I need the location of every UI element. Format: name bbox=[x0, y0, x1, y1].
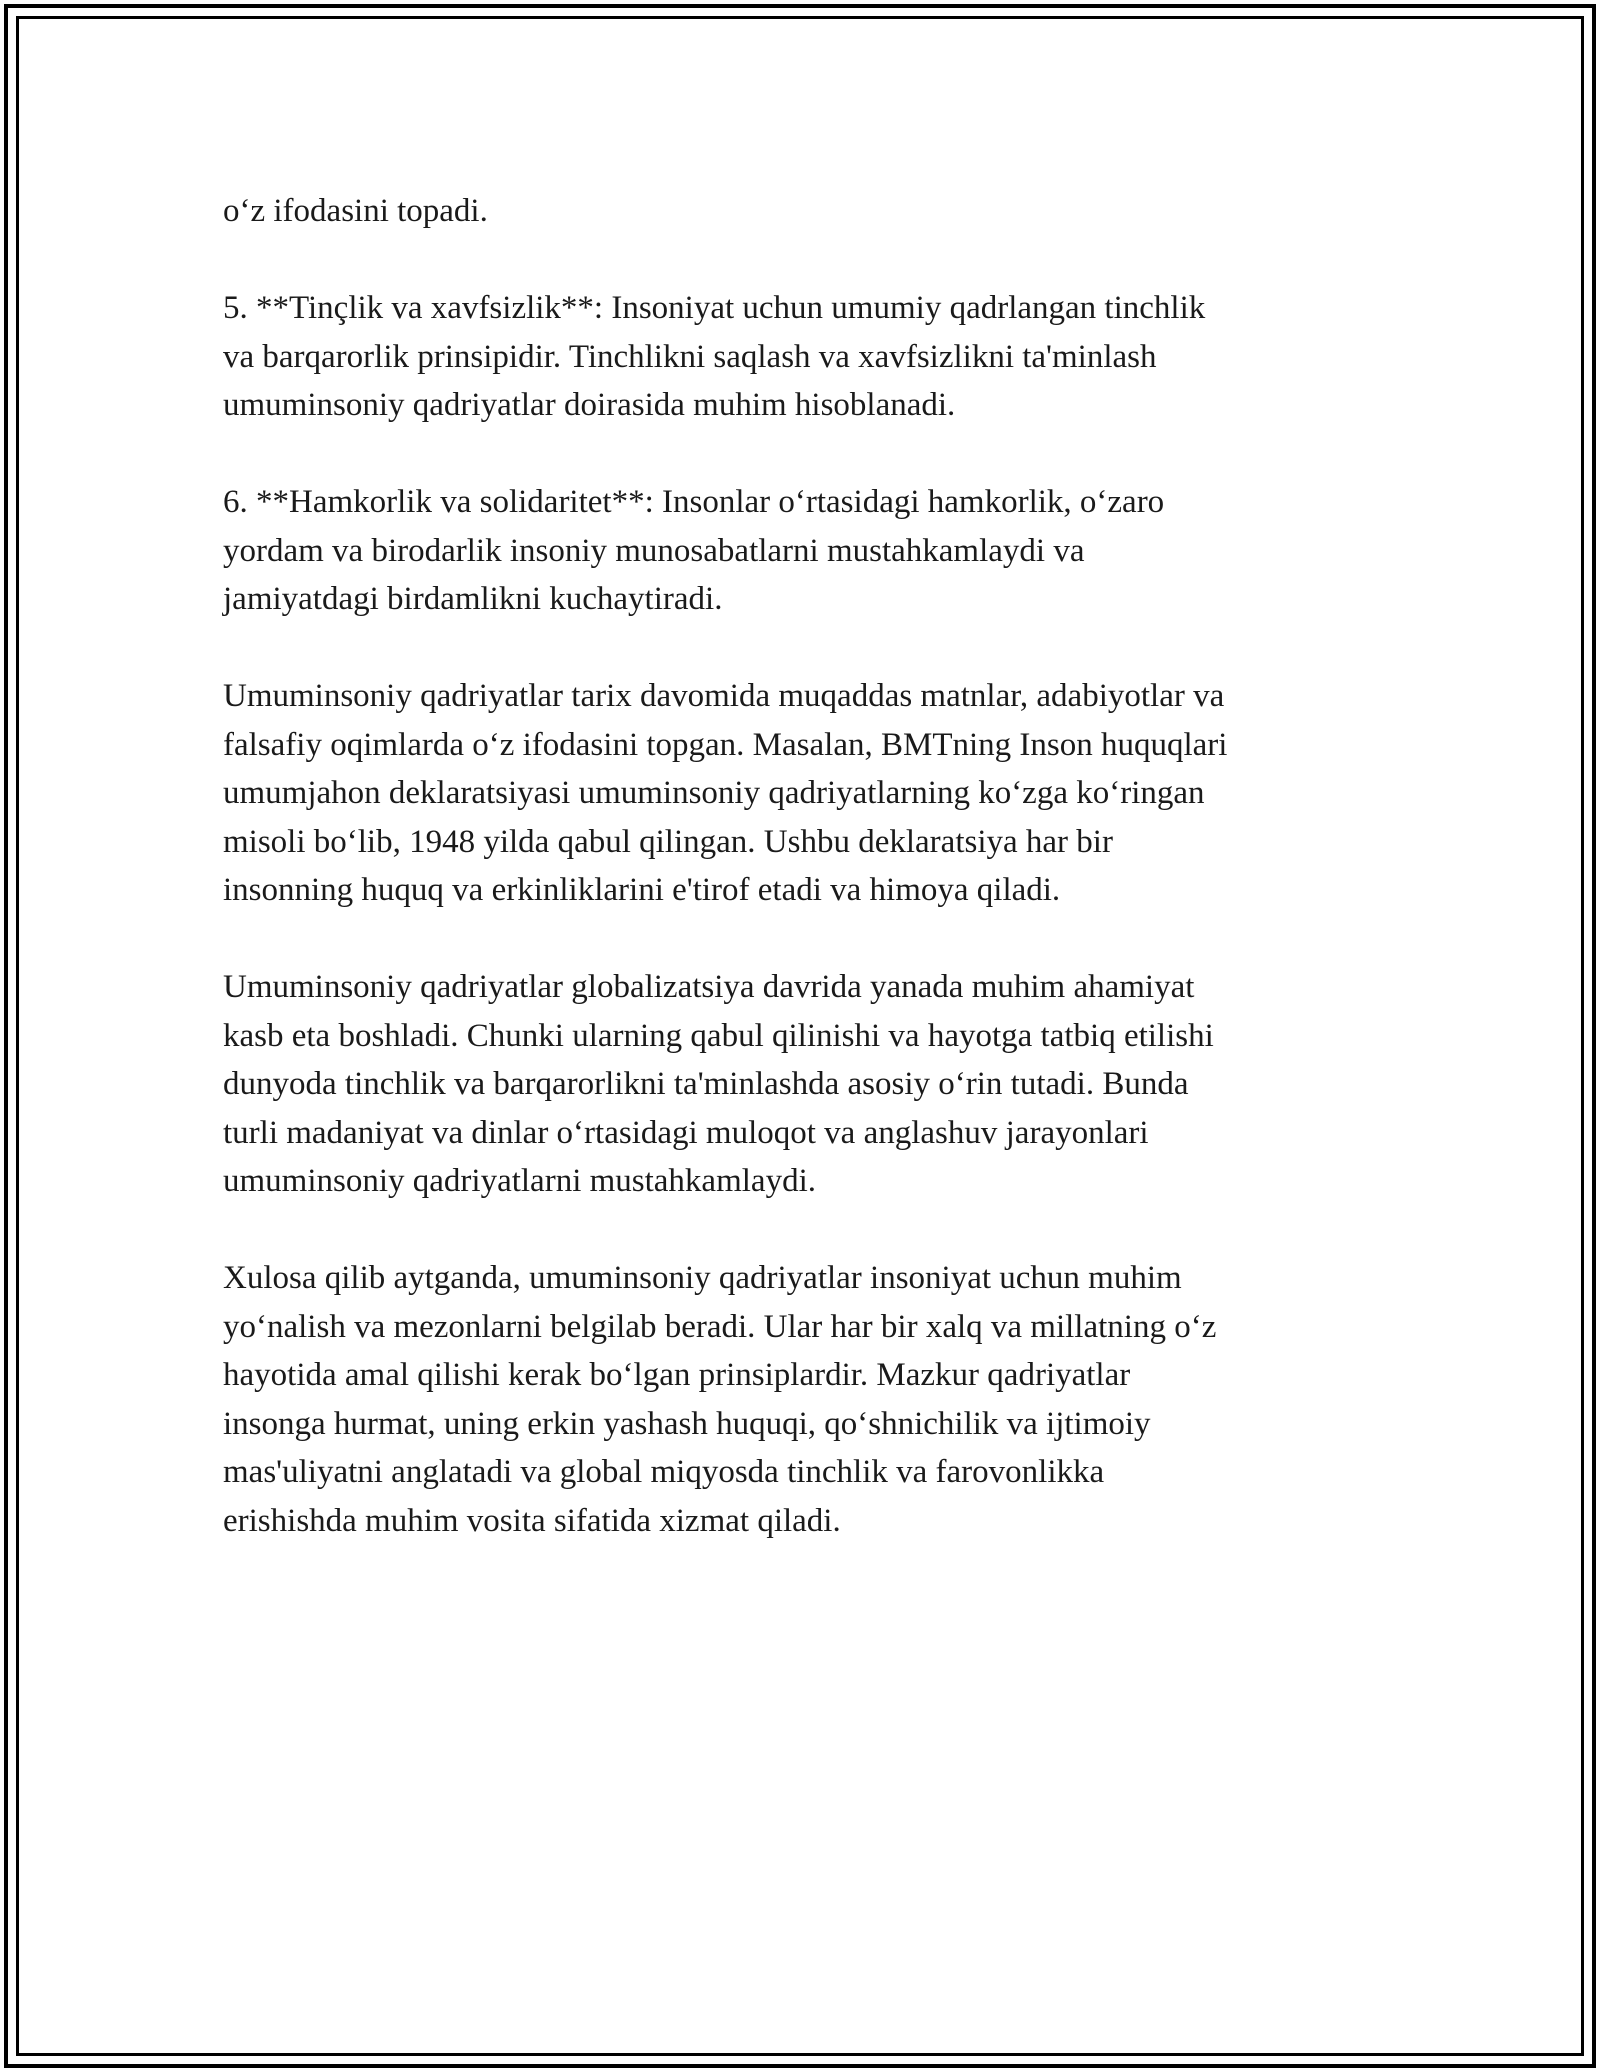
paragraph-globalization: Umuminsoniy qadriyatlar globalizatsiya davrida yanada muhim ahamiyat kasb eta boshladi. Chunki ularning qabul qilinishi va hayotga tatbiq etilishi dunyoda tinchlik va barqarorlikni ta'minlashda asosiy o‘rin tutadi. Bunda turli madaniyat va dinlar o‘rtasidagi muloqot va anglashuv jarayonlari umuminsoniy qadriyatlarni mustahkamlaydi. bbox=[223, 969, 1214, 1199]
paragraph-continuation: o‘z ifodasini topadi. bbox=[223, 193, 488, 229]
paragraph-historical-texts: Umuminsoniy qadriyatlar tarix davomida muqaddas matnlar, adabiyotlar va falsafiy oqimlarda o‘z ifodasini topgan. Masalan, BMTning Inson huquqlari umumjahon deklaratsiyasi umuminsoniy qadriyatlarning ko‘zga ko‘ringan misoli bo‘lib, 1948 yilda qabul qilingan. Ushbu deklaratsiya har bir insonning huquq va erkinliklarini e'tirof etadi va himoya qiladi. bbox=[223, 678, 1228, 908]
paragraph-cooperation-solidarity: 6. **Hamkorlik va solidaritet**: Insonlar o‘rtasidagi hamkorlik, o‘zaro yordam va birodarlik insoniy munosabatlarni mustahkamlaydi va jamiyatdagi birdamlikni kuchaytiradi. bbox=[223, 484, 1165, 617]
paragraph-conclusion: Xulosa qilib aytganda, umuminsoniy qadriyatlar insoniyat uchun muhim yo‘nalish va mezonlarni belgilab beradi. Ular har bir xalq va millatning o‘z hayotida amal qilishi kerak bo‘lgan prinsiplardir. Mazkur qadriyatlar insonga hurmat, uning erkin yashash huquqi, qo‘shnichilik va ijtimoiy mas'uliyatni anglatadi va global miqyosda tinchlik va farovonlikka erishishda muhim vosita sifatida xizmat qiladi. bbox=[223, 1260, 1217, 1539]
paragraph-peace-security: 5. **Tinçlik va xavfsizlik**: Insoniyat uchun umumiy qadrlangan tinchlik va barqarorlik prinsipidir. Tinchlikni saqlash va xavfsizlikni ta'minlash umuminsoniy qadriyatlar doirasida muhim hisoblanadi. bbox=[223, 290, 1206, 423]
document-body bbox=[223, 187, 1363, 1545]
